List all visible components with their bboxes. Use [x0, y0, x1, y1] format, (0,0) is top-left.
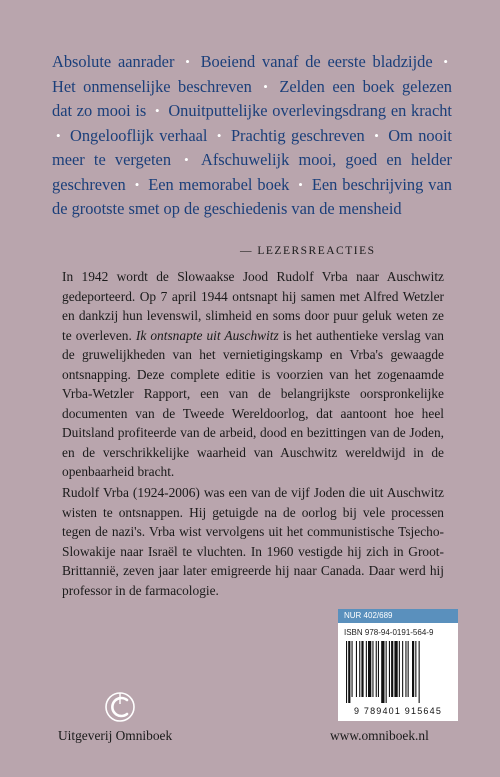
- barcode-bar: [372, 641, 373, 697]
- barcode-bar: [386, 641, 387, 703]
- reader-quotes: [52, 50, 452, 221]
- barcode-bar: [376, 641, 377, 697]
- barcode-bar: [408, 641, 409, 697]
- barcode-bar: [391, 641, 393, 697]
- barcode-bar: [415, 641, 416, 697]
- author-bio-paragraph: [62, 483, 444, 600]
- barcode-bar: [389, 641, 390, 697]
- bullet-separator-icon: •: [56, 127, 61, 143]
- bullet-separator-icon: •: [155, 103, 160, 118]
- barcode-bar: [359, 641, 360, 697]
- barcode-bar: [394, 641, 397, 697]
- barcode-bar: [381, 641, 384, 703]
- author-bio-text: (1924-2006) was een van de vijf Joden die uit Auschwitz wisten te ontsnappen. Hij getuigde na de oorlog bij vele processen tegen de nazi's. Vrba wist vervolgens uit het communistische Tsjecho-Slowakije naar Israël te vluchten. In 1960 vestigde hij zich in Groot-Brittannië, zeven jaar later emigreerde hij naar Canada. Daar werd hij professor in de farmacologie.: [62, 485, 444, 598]
- barcode-bar: [412, 641, 414, 697]
- barcode-bar: [402, 641, 403, 697]
- reader-quote: Het onmenselijke beschreven: [52, 76, 252, 96]
- barcode-bar: [419, 641, 420, 703]
- reader-quote: Boeiend vanaf de eerste bladzijde: [200, 52, 433, 71]
- barcode-digits: 9 789401 915645: [353, 706, 443, 716]
- publisher-name: Uitgeverij Omniboek: [58, 728, 173, 743]
- barcode-bar: [366, 641, 367, 697]
- barcode-bar: [361, 641, 363, 697]
- author-name: Rudolf Vrba: [62, 485, 129, 500]
- reader-quote: Absolute aanrader: [52, 52, 175, 71]
- barcode-bar: [399, 641, 400, 697]
- book-title-italic: Ik ontsnapte uit Auschwitz: [135, 327, 279, 343]
- reader-quote: Afschuwelijk mooi, goed en helder geschreven: [52, 150, 452, 194]
- barcode-bar: [352, 641, 353, 697]
- nur-code: NUR 402/689: [338, 609, 458, 623]
- bullet-separator-icon: •: [374, 127, 379, 143]
- barcode-bar: [348, 641, 350, 703]
- barcode-icon: [346, 641, 450, 703]
- reader-quote: Prachtig geschreven: [230, 125, 365, 145]
- bullet-separator-icon: •: [134, 176, 140, 192]
- barcode-bar: [368, 641, 371, 697]
- isbn-number: ISBN 978-94-0191-564-9: [344, 628, 434, 637]
- bullet-separator-icon: •: [263, 78, 268, 94]
- reader-quote: Ongelooflijk verhaal: [70, 125, 208, 145]
- reader-quote: Zelden een boek gelezen dat zo mooi is: [52, 76, 452, 120]
- synopsis-paragraph: [62, 267, 444, 482]
- bullet-separator-icon: •: [443, 54, 448, 69]
- reader-quote: Om nooit meer te vergeten: [52, 125, 452, 169]
- bullet-separator-icon: •: [298, 176, 303, 192]
- bullet-separator-icon: •: [184, 152, 189, 167]
- reader-quote: Een memorabel boek: [148, 174, 290, 194]
- barcode-bar: [378, 641, 379, 697]
- bullet-separator-icon: •: [216, 127, 222, 143]
- bullet-separator-icon: •: [185, 54, 190, 69]
- omniboek-logo-icon: [103, 690, 137, 724]
- isbn-box: [338, 609, 458, 721]
- barcode-bar: [346, 641, 347, 703]
- publisher-website[interactable]: www.omniboek.nl: [330, 728, 429, 743]
- barcode-bar: [356, 641, 357, 697]
- synopsis-text-1: In 1942 wordt de Slowaakse Jood Rudolf Vrba naar Auschwitz gedeporteerd. Op 7 april 1944 ontsnapt hij samen met Alfred Wetzler en dankzij hun levenswil, slimheid en soms door puur geluk weten ze te overleven.: [62, 269, 444, 343]
- synopsis-text-2: is het authentieke verslag van de gruwelijkheden van het vernietigingskamp en Vrba's gewaagde ontsnapping. Deze complete editie is voorzien van het zogenaamde Vrba-Wetzler Rapport, een van de belangrijkste oorspronkelijke documenten van de Tweede Wereldoorlog, dat aantoont hoe heel Duitsland profiteerde van de arbeid, dood en bezittingen van de Joden, en de verschrikkelijke waarheid van Auschwitz wereldwijd in de openbaarheid bracht.: [62, 327, 444, 479]
- quotes-attribution: — LEZERSREACTIES: [240, 245, 376, 257]
- reader-quote: Onuitputtelijke overlevingsdrang en kracht: [168, 101, 452, 120]
- reader-quote: Een beschrijving van de grootste smet op de geschiedenis van de mensheid: [52, 174, 452, 218]
- barcode-bar: [405, 641, 406, 697]
